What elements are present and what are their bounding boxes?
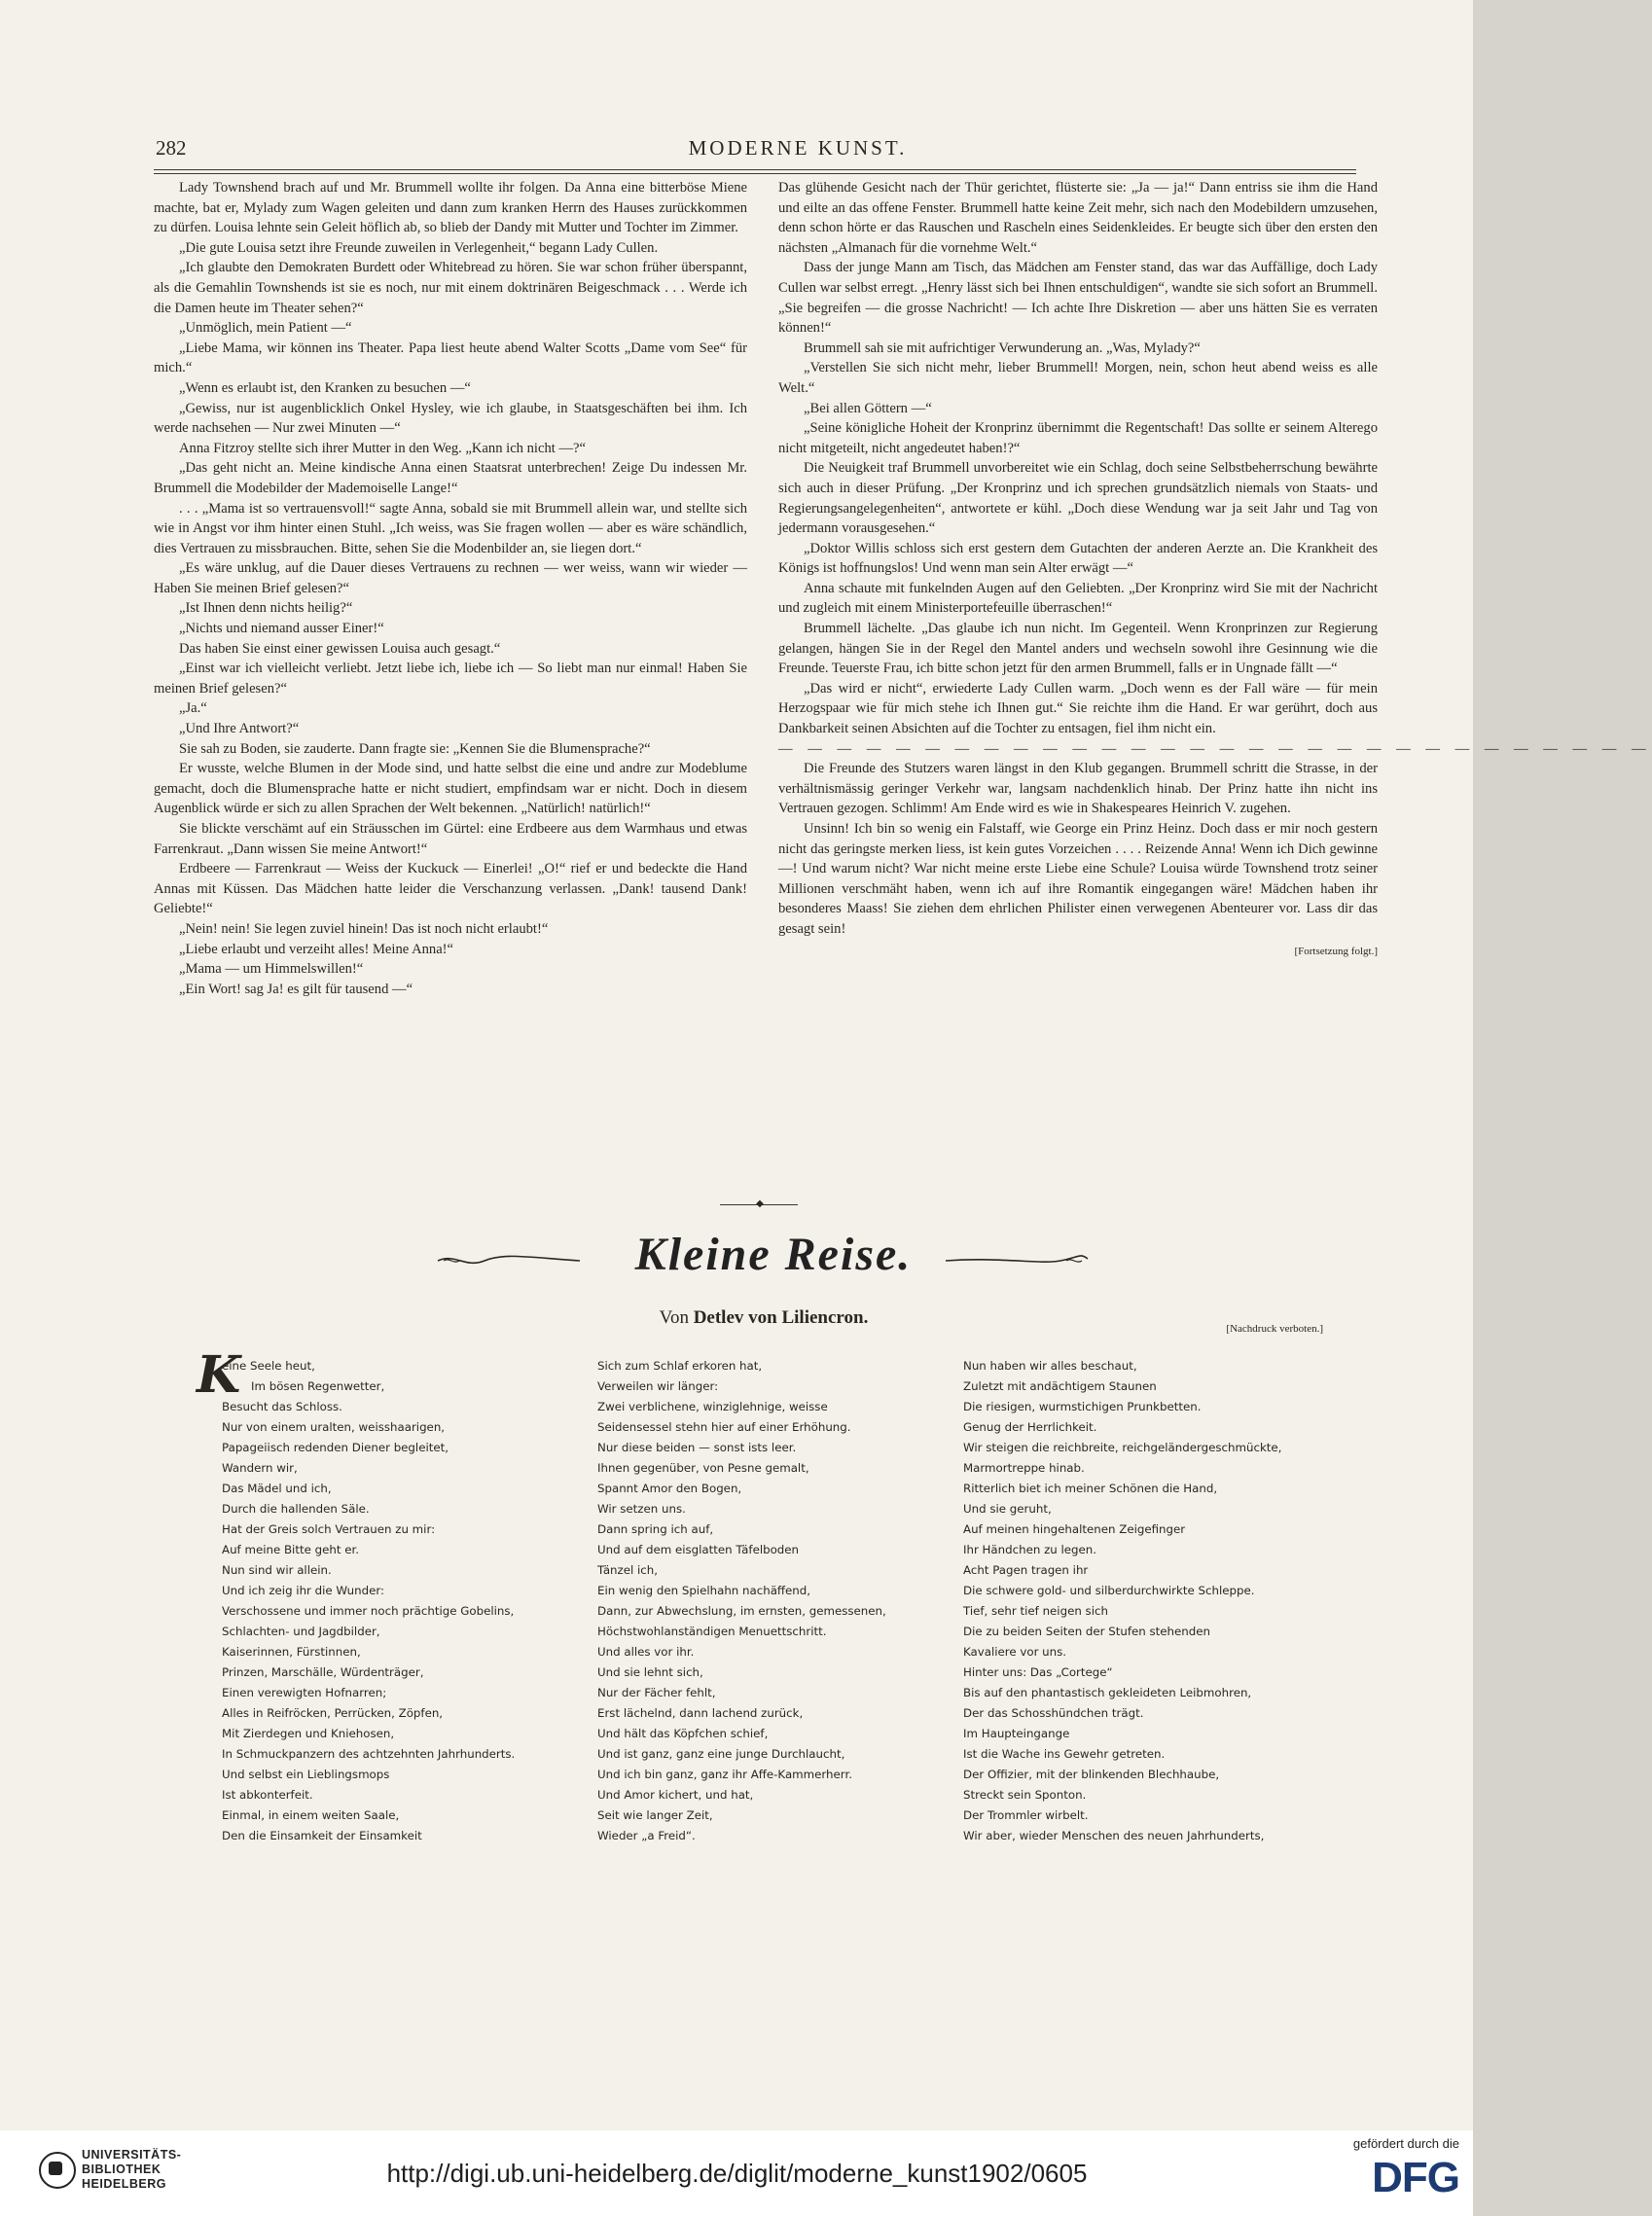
paragraph: . . . „Mama ist so vertrauensvoll!“ sagte Anna, sobald sie mit Brummell allein war, und stellte sich wie in Angst vor ihm hinter einen Stuhl. „Ich weiss, was Sie fragen wollen — aber es wäre schändlich, dies Vertrauen zu missbrauchen. Bitte, sehen Sie die Modenbilder an, sie liegen dort.“ [154,500,747,556]
verse-line: Und alles vor ihr. [597,1645,695,1659]
paragraph: „Ja.“ [179,700,207,717]
verse-line: Dann, zur Abwechslung, im ernsten, gemessenen, [597,1604,886,1618]
paragraph: Erdbeere — Farrenkraut — Weiss der Kuckuck — Einerlei! „O!“ rief er und bedeckte die Hand Annas mit Küssen. Das Mädchen hatte leider die Verschanzung verlassen. „Dank! tausend Dank! Geliebte!“ [154,861,747,917]
verse-line: Marmortreppe hinab. [963,1461,1085,1475]
verse-line: Die riesigen, wurmstichigen Prunkbetten. [963,1400,1202,1413]
paragraph: Brummell sah sie mit aufrichtiger Verwunderung an. „Was, Mylady?“ [804,340,1201,356]
verse-line: Seidensessel stehn hier auf einer Erhöhung. [597,1420,851,1434]
verse-line: Kaiserinnen, Fürstinnen, [222,1645,361,1659]
verse-line: Verschossene und immer noch prächtige Gobelins, [222,1604,515,1618]
verse-line: Ist abkonterfeit. [222,1788,313,1802]
verse-line: Der das Schosshündchen trägt. [963,1706,1144,1720]
story-column-right [778,178,1652,961]
verse-line: Sich zum Schlaf erkoren hat, [597,1359,763,1373]
paragraph: „Einst war ich vielleicht verliebt. Jetzt liebe ich, liebe ich — So liebt man nur einmal! Haben Sie meinen Brief gelesen?“ [154,661,747,697]
verse-line: Spannt Amor den Bogen, [597,1482,742,1495]
verse-line: Einmal, in einem weiten Saale, [222,1808,400,1822]
paragraph: Sie sah zu Boden, sie zauderte. Dann fragte sie: „Kennen Sie die Blumensprache?“ [179,740,651,757]
permalink-url[interactable]: http://digi.ub.uni-heidelberg.de/diglit/moderne_kunst1902/0605 [386,2159,1088,2188]
verse-line: Bis auf den phantastisch gekleideten Leibmohren, [963,1686,1252,1699]
paragraph: „Ich glaubte den Demokraten Burdett oder Whitebread zu hören. Sie war schon früher überspannt, als die Gemahlin Townshends ist sie es noch, nur mit einem doktrinären Beigeschmack . . . Werde ich die Damen heute im Theater sehen?“ [154,260,747,316]
verse-line: Besucht das Schloss. [222,1400,342,1413]
paragraph: „Das geht nicht an. Meine kindische Anna einen Staatsrat unterbrechen! Zeige Du indessen Mr. Brummell die Modebilder der Mademoiselle Lange!“ [154,460,747,496]
paragraph: „Und Ihre Antwort?“ [179,721,300,737]
section-break-dashes: — — — — — — — — — — — — — — — — — — — — — — — — — — — — — — [778,740,1652,757]
verse-line: Den die Einsamkeit der Einsamkeit [222,1829,422,1842]
verse-line: Ihnen gegenüber, von Pesne gemalt, [597,1461,809,1475]
verse-line: Ist die Wache ins Gewehr getreten. [963,1747,1166,1761]
verse-line: Nun haben wir alles beschaut, [963,1359,1137,1373]
verse-line: Erst lächelnd, dann lachend zurück, [597,1706,804,1720]
paragraph: „Ist Ihnen denn nichts heilig?“ [179,600,353,617]
verse-line: Der Trommler wirbelt. [963,1808,1089,1822]
rights-note: [Nachdruck verboten.] [1226,1323,1323,1335]
poem-author: Detlev von Liliencron. [693,1307,869,1328]
paragraph: „Seine königliche Hoheit der Kronprinz übernimmt die Regentschaft! Das sollte er seinem Alterego nicht mitgeteilt, nicht angedeutet haben!?“ [778,420,1378,456]
paragraph: Die Neuigkeit traf Brummell unvorbereitet wie ein Schlag, doch seine Selbstbeherrschung bewährte sich auch in dieser Prüfung. „Der Kronprinz und ich sprechen grundsätzlich niemals von Staats- und Regierungsangelegenheiten“, antwortete er kühl. „Doch diese Wendung war ja seit Jahr und Tag von jedermann vorausgesehen.“ [778,460,1378,537]
verse-line: Prinzen, Marschälle, Würdenträger, [222,1665,424,1679]
continued-note: [Fortsetzung folgt.] [1294,945,1378,957]
paragraph: Das glühende Gesicht nach der Thür gerichtet, flüsterte sie: „Ja — ja!“ Dann entriss sie ihm die Hand und eilte an das offene Fenster. Brummell hatte keine Zeit mehr, sich nach den Modebildern umzusehen, denn schon hörte er das Rauschen und Rascheln eines Seidenkleides. Er beugte sich über den ersten den nächsten „Almanach für die vornehme Welt.“ [778,180,1378,256]
verse-line: Nur der Fächer fehlt, [597,1686,716,1699]
verse-line: Durch die hallenden Säle. [222,1502,370,1516]
verse-line: Nur diese beiden — sonst ists leer. [597,1441,797,1454]
poem-column-3 [963,1356,1352,1846]
verse-line: Nun sind wir allein. [222,1563,332,1577]
library-name-line: BIBLIOTHEK [82,2162,162,2176]
paragraph: „Es wäre unklug, auf die Dauer dieses Vertrauens zu rechnen — wer weiss, wann wir wieder — Haben Sie meinen Brief gelesen?“ [154,560,747,596]
flourish-left-icon [436,1253,582,1269]
verse-line: Wieder „a Freid“. [597,1829,696,1842]
verse-line: Und selbst ein Lieblingsmops [222,1768,390,1781]
verse-line: Ein wenig den Spielhahn nachäffend, [597,1584,811,1597]
sponsor-label: gefördert durch die [1352,2136,1459,2151]
byline-prefix: Von [659,1307,689,1328]
dfg-logo: DFG [1372,2154,1459,2201]
verse-line: Und ich zeig ihr die Wunder: [222,1584,384,1597]
paragraph: „Unmöglich, mein Patient —“ [179,320,352,337]
paragraph: „Liebe erlaubt und verzeiht alles! Meine Anna!“ [179,941,454,957]
paragraph: „Doktor Willis schloss sich erst gestern dem Gutachten der anderen Aerzte an. Die Krankheit des Königs ist hoffnungslos! Und wenn man sein Alter erwägt —“ [778,540,1378,577]
verse-line: Acht Pagen tragen ihr [963,1563,1089,1577]
verse-line: Und sie geruht, [963,1502,1052,1516]
story-column-left [154,178,747,999]
verse-line: Auf meine Bitte geht er. [222,1543,359,1556]
verse-line: Die zu beiden Seiten der Stufen stehenden [963,1625,1210,1638]
verse-line: Wir setzen uns. [597,1502,686,1516]
page-number: 282 [156,136,187,160]
verse-line: Und ich bin ganz, ganz ihr Affe-Kammerherr. [597,1768,852,1781]
paragraph: „Das wird er nicht“, erwiederte Lady Cullen warm. „Doch wenn es der Fall wäre — für mein Herzogspaar wie für mich stehe ich Ihnen gut.“ Sie reichte ihm die Hand. Er war gerührt, doch aus Dankbarkeit seinen Absichten auf die Tochter zu entsagen, fiel ihm nicht ein. [778,680,1378,737]
paragraph: „Bei allen Göttern —“ [804,400,932,416]
library-name-line: HEIDELBERG [82,2177,166,2191]
poem-title: Kleine Reise. [634,1229,913,1280]
paragraph: „Verstellen Sie sich nicht mehr, lieber Brummell! Morgen, nein, schon heut abend weiss es alle Welt.“ [778,360,1378,396]
verse-line: Alles in Reifröcken, Perrücken, Zöpfen, [222,1706,444,1720]
verse-line: Genug der Herrlichkeit. [963,1420,1097,1434]
verse-line: Seit wie langer Zeit, [597,1808,713,1822]
paragraph: „Nichts und niemand ausser Einer!“ [179,621,384,637]
verse-line: In Schmuckpanzern des achtzehnten Jahrhunderts. [222,1747,516,1761]
flourish-right-icon [944,1253,1090,1269]
verse-line: Und ist ganz, ganz eine junge Durchlaucht, [597,1747,845,1761]
verse-line: Und sie lehnt sich, [597,1665,703,1679]
paragraph: Er wusste, welche Blumen in der Mode sind, und hatte selbst die eine und andre zur Modeblume gemacht, doch die Blumensprache hatte er nicht studiert, empfindsam war er nicht. Doch in diesem Augenblick würde er sich zu allen Sprachen der Welt bekennen. „Natürlich! natürlich!“ [154,761,747,817]
verse-line: Der Offizier, mit der blinkenden Blechhaube, [963,1768,1220,1781]
paragraph: Lady Townshend brach auf und Mr. Brummell wollte ihr folgen. Da Anna eine bitterböse Miene machte, bat er, Mylady zum Wagen geleiten und dann zum kranken Herrn des Hauses zurückkommen zu dürfen. Louisa lehnte sein Geleit höflich ab, so blieb der Dandy mit Mutter und Tochter im Zimmer. [154,180,747,236]
verse-line: Zwei verblichene, winziglehnige, weisse [597,1400,828,1413]
header-rule [154,169,1356,170]
verse-line: Hinter uns: Das „Cortege“ [963,1665,1113,1679]
paragraph: Anna Fitzroy stellte sich ihrer Mutter in den Weg. „Kann ich nicht —?“ [179,440,587,456]
verse-line: Wandern wir, [222,1461,298,1475]
paragraph: „Die gute Louisa setzt ihre Freunde zuweilen in Verlegenheit,“ begann Lady Cullen. [179,239,659,256]
drop-cap: K [197,1345,241,1405]
verse-line: Papageiisch redenden Diener begleitet, [222,1441,449,1454]
library-name-line: UNIVERSITÄTS- [82,2148,182,2162]
verse-line: Mit Zierdegen und Kniehosen, [222,1727,395,1740]
verse-line: Höchstwohlanständigen Menuettschritt. [597,1625,827,1638]
verse-line: Die schwere gold- und silberdurchwirkte Schleppe. [963,1584,1255,1597]
verse-line: Ritterlich biet ich meiner Schönen die Hand, [963,1482,1218,1495]
paragraph: „Nein! nein! Sie legen zuviel hinein! Das ist noch nicht erlaubt!“ [179,920,549,937]
verse-line: Streckt sein Sponton. [963,1788,1087,1802]
paragraph: „Ein Wort! sag Ja! es gilt für tausend —“ [179,981,413,997]
verse-line: Verweilen wir länger: [597,1379,719,1393]
paragraph: Anna schaute mit funkelnden Augen auf den Geliebten. „Der Kronprinz wird Sie mit der Nachricht und zugleich mit einem Ministerportefeuille überraschen!“ [778,580,1378,617]
paragraph: Unsinn! Ich bin so wenig ein Falstaff, wie George ein Prinz Heinz. Doch dass er mir noch gestern nicht das geringste merken liess, ist kein gutes Vorzeichen . . . . Reizende Anna! Wenn ich Dich gewinne —! Und warum nicht? War nicht meine erste Liebe eine Schule? Louisa würde Townshend trotz seiner Millionen verschmäht haben, wenn ich auf ihre Romantik eingegangen wäre! Mädchen haben ihr besonderes Maass! Sie ziehen dem ehrlichen Philister einen verwegenen Abenteurer vor. Lass dir das gesagt sein! [778,821,1378,937]
paragraph: „Liebe Mama, wir können ins Theater. Papa liest heute abend Walter Scotts „Dame vom See“ für mich.“ [154,340,747,376]
library-logo-icon [39,2152,76,2189]
verse-line: Tänzel ich, [597,1563,659,1577]
paragraph: „Wenn es erlaubt ist, den Kranken zu besuchen —“ [179,379,471,396]
paragraph: „Gewiss, nur ist augenblicklich Onkel Hysley, wie ich glaube, in Staatsgeschäften bei ihm. Ich werde nachsehen — Nur zwei Minuten —“ [154,400,747,437]
verse-line: Wir steigen die reichbreite, reichgeländergeschmückte, [963,1441,1282,1454]
paragraph: Das haben Sie einst einer gewissen Louisa auch gesagt.“ [179,640,501,657]
verse-line: Im Haupteingange [963,1727,1070,1740]
verse-line: Zuletzt mit andächtigem Staunen [963,1379,1157,1393]
poem-column-2 [597,1356,928,1846]
paragraph: Brummell lächelte. „Das glaube ich nun nicht. Im Gegenteil. Wenn Kronprinzen zur Regierung gelangen, hängen Sie in der Regel den Mantel anders und wechseln sowohl ihre Gesinnung wie die Freunde. Teuerste Frau, ich bitte schon jetzt für den armen Brummell, falls er in Ungnade fällt —“ [778,621,1378,677]
running-head: MODERNE KUNST. [688,136,908,160]
paragraph: Sie blickte verschämt auf ein Sträusschen im Gürtel: eine Erdbeere aus dem Warmhaus und etwas Farrenkraut. „Dann wissen Sie meine Antwort!“ [154,821,747,857]
verse-line: Hat der Greis solch Vertrauen zu mir: [222,1522,436,1536]
verse-line: Schlachten- und Jagdbilder, [222,1625,380,1638]
verse-line: Und Amor kichert, und hat, [597,1788,754,1802]
verse-line: Einen verewigten Hofnarren; [222,1686,387,1699]
verse-line: Und auf dem eisglatten Täfelboden [597,1543,800,1556]
paragraph: Dass der junge Mann am Tisch, das Mädchen am Fenster stand, das war das Auffällige, doch Lady Cullen war selbst erregt. „Henry lässt sich bei Ihnen entschuldigen“, wandte sie sich sofort an Brummell. „Sie begreifen — die grosse Nachricht! — Ich achte Ihre Diskretion — aber uns hätten Sie es verraten können!“ [778,260,1378,337]
paragraph: Die Freunde des Stutzers waren längst in den Klub gegangen. Brummell schritt die Strasse, in der verhältnismässig geringer Verkehr war, langsam nachdenklich hinab. Der Prinz hatte ihn nicht ins Vertrauen gezogen. Schlimm! Am Ende wird es wie in Shakespeares Heinrich V. zugehen. [778,761,1378,817]
verse-line: Das Mädel und ich, [222,1482,332,1495]
verse-line: Tief, sehr tief neigen sich [963,1604,1108,1618]
verse-line: Wir aber, wieder Menschen des neuen Jahrhunderts, [963,1829,1265,1842]
divider-ornament-icon: ◆ [756,1198,764,1209]
verse-line: Ihr Händchen zu legen. [963,1543,1096,1556]
viewer-footer [0,2130,1473,2216]
header-rule-thin [154,173,1356,174]
library-name [82,2148,181,2192]
paragraph: „Mama — um Himmelswillen!“ [179,961,364,978]
verse-line: eine Seele heut, [222,1359,315,1373]
poem-byline [545,1307,983,1329]
verse-line: Auf meinen hingehaltenen Zeigefinger [963,1522,1186,1536]
verse-line: Nur von einem uralten, weisshaarigen, [222,1420,446,1434]
verse-line: Kavaliere vor uns. [963,1645,1067,1659]
verse-line: Dann spring ich auf, [597,1522,714,1536]
verse-line: Und hält das Köpfchen schief, [597,1727,769,1740]
poem-column-1 [197,1345,562,1846]
verse-line: Im bösen Regenwetter, [251,1379,385,1393]
